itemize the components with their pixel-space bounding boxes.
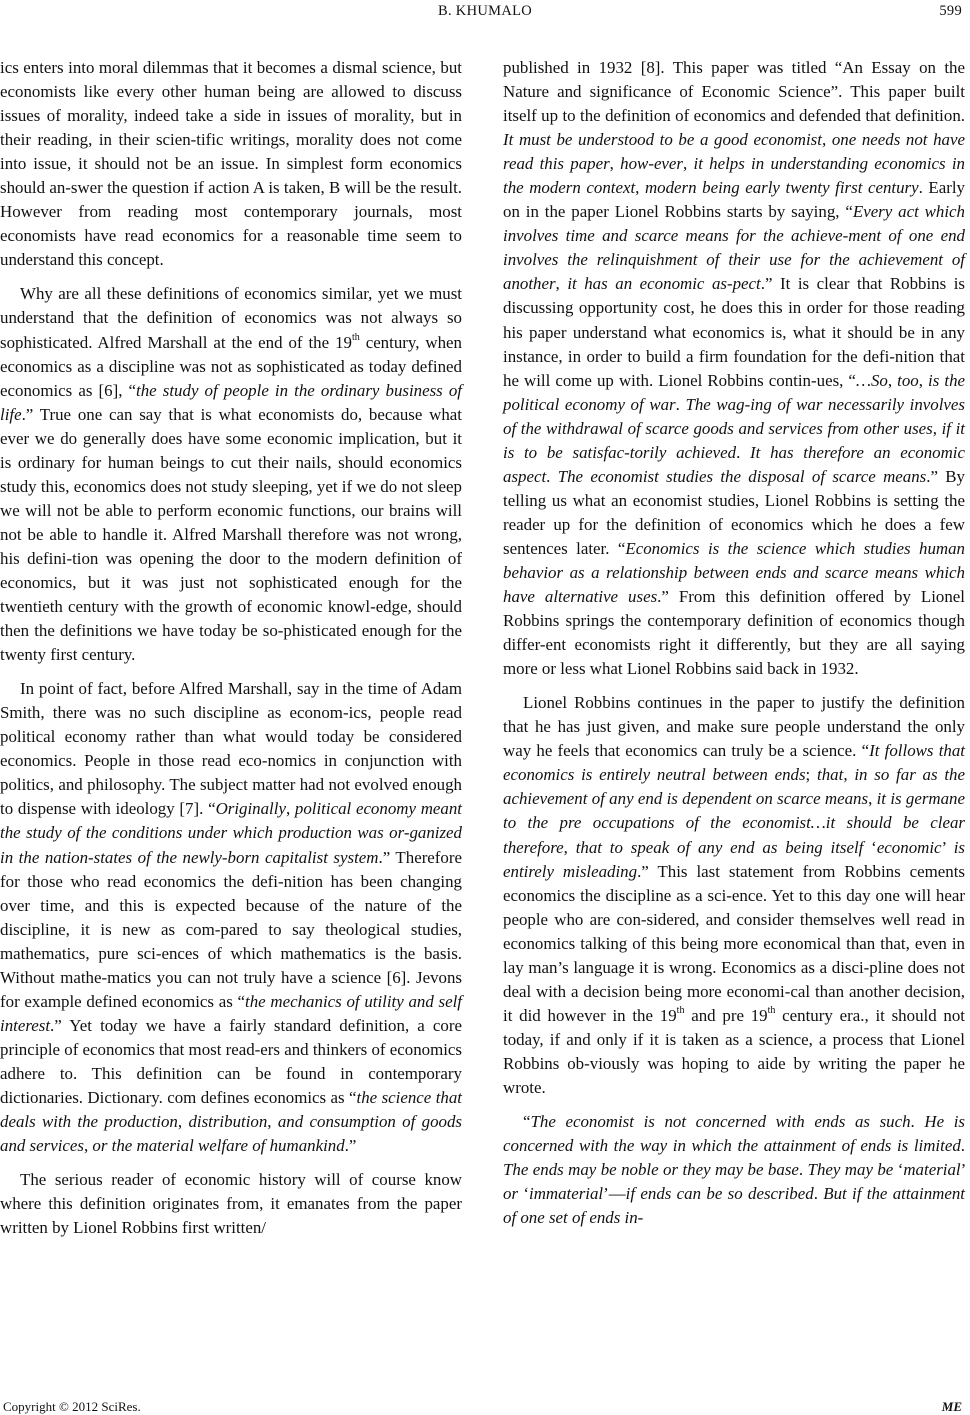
paragraph: ics enters into moral dilemmas that it becomes a dismal science, but economists like every other human being are allowed to discuss issues of morality, indeed take a side in issues of morality, but in their reading, in their scien-tific writings, morality does not come into issue, it should not be an issue. In simplest form economics should an-swer the question if action A is taken, B will be the result. However from reading most contemporary journals, most economists have read economics for a reasonable time seem to understand this concept.	[0, 58, 462, 270]
paragraph: The serious reader of economic history will of course know where this definition originates from, it emanates from the paper written by Lionel Robbins first written/	[0, 1170, 462, 1238]
paragraph: In point of fact, before Alfred Marshall, say in the time of Adam Smith, there was no such discipline as econom-ics, people read political economy rather than what would today be considered economics. People in those read eco-nomics in conjunction with politics, and philosophy. The subject matter had not evolved enough to dispense with ideology [7]. “Originally, political economy meant the study of the conditions under which production was or-ganized in the nation-states of the newly-born capitalist system.” Therefore for those who read economics the defi-nition has been changing over time, and this is expected because of the nature of the discipline, it is new as com-pared to say theological studies, mathematics, pure sci-ences of which mathematics is the basis. Without mathe-matics you can not truly have a science [6]. Jevons for example defined economics as “the mechanics of utility and self interest.” Yet today we have a fairly standard definition, a core principle of economics that most read-ers and thinkers of economics adhere to. This definition can be found in contemporary dictionaries. Dictionary. com defines economics as “the science that deals with the production, distribution, and consumption of goods and services, or the material welfare of humankind.”	[0, 679, 463, 1156]
paragraph: Why are all these definitions of economics similar, yet we must understand that the definition of economics was not always so sophisticated. Alfred Marshall at the end of the 19th century, when economics as a discipline was not as sophisticated as today defined economics as [6], “the study of people in the ordinary business of life.” True one can say that is what economists do, because what ever we do generally does have some economic implication, but it is ordinary for human beings to cut their nails, should economics study this, economics does not study sleeping, yet if we do not sleep we will not be able to perform economic functions, our brains will not be able to handle it. Alfred Marshall therefore was not wrong, his defini-tion was opening the door to the modern definition of economics, but it was just not sophisticated enough for the twentieth century with the growth of economic knowl-edge, should then the definitions we have today be so-phisticated enough for the twenty first century.	[0, 284, 462, 665]
paragraph: Lionel Robbins continues in the paper to justify the definition that he has just given, and make sure people understand the only way he feels that economics can truly be a science. “It follows that economics is entirely neutral between ends; that, in so far as the achievement of any end is dependent on scarce means, it is germane to the pre occupations of the economist…it should be clear therefore, that to speak of any end as being itself ‘economic’ is entirely misleading.” This last statement from Robbins cements economics the discipline as a sci-ence. Yet to this day one will hear people who are con-sidered, and consider themselves well read in economics talking of this being more economical than that, even in lay man’s language it is wrong. Economics as a disci-pline does not deal with a decision being more economi-cal than another decision, it did however in the 19th and pre 19th century era., it should not today, if and only if it is taken as a science, a process that Lionel Robbins ob-viously was hoping to aide by writing the paper he wrote.	[503, 693, 966, 1097]
right-column	[503, 56, 965, 1230]
copyright-notice: Copyright © 2012 SciRes.	[3, 1399, 141, 1414]
running-head-author: B. KHUMALO	[437, 3, 533, 19]
running-header	[0, 3, 970, 25]
journal-abbreviation: ME	[941, 1399, 962, 1414]
page-footer	[0, 1399, 970, 1415]
paragraph: published in 1932 [8]. This paper was titled “An Essay on the Nature and significance of Economic Science”. This paper built itself up to the definition of economics and defended that definition. It must be understood to be a good economist, one needs not have read this paper, how-ever, it helps in understanding economics in the modern context, modern being early twenty first century. Early on in the paper Lionel Robbins starts by saying, “Every act which involves time and scarce means for the achieve-ment of one end involves the relinquishment of their use for the achievement of another, it has an economic as-pect.” It is clear that Robbins is discussing opportunity cost, he does this in order for those reading his paper understand what economics is, what it should be in any instance, in order to build a firm foundation for the defi-nition that he will come up with. Lionel Robbins contin-ues, “…So, too, is the political economy of war. The wag-ing of war necessarily involves of the withdrawal of scarce goods and services from other uses, if it is to be satisfac-torily achieved. It has therefore an economic aspect. The economist studies the disposal of scarce means.” By telling us what an economist studies, Lionel Robbins is setting the reader up for the definition of economics which he does a few sentences later. “Economics is the science which studies human behavior as a relationship between ends and scarce means which have alternative uses.” From this definition offered by Lionel Robbins springs the contemporary definition of economics though differ-ent economists right it differently, but they are all saying more or less what Lionel Robbins said back in 1932.	[503, 58, 966, 679]
paragraph: “The economist is not concerned with ends as such. He is concerned with the way in which the attainment of ends is limited. The ends may be noble or they may be base. They may be ‘material’ or ‘immaterial’—if ends can be so described. But if the attainment of one set of ends in-	[503, 1112, 965, 1228]
page-number: 599	[939, 3, 962, 19]
left-column	[0, 56, 462, 1240]
